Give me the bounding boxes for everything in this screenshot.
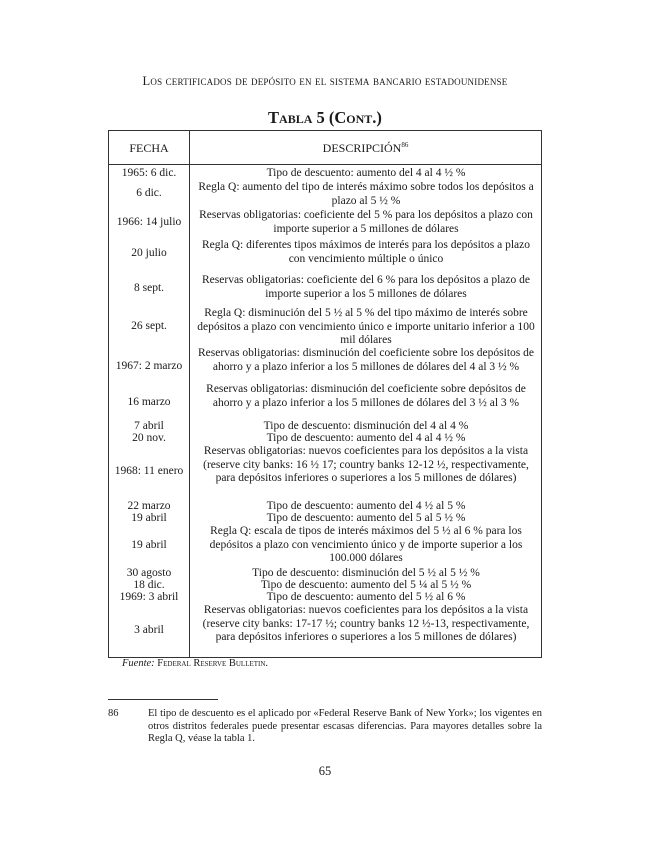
header-descripcion-label: DESCRIPCIÓN: [322, 141, 402, 155]
header-divider: [109, 164, 541, 165]
row-description: Regla Q: disminución del 5 ½ al 5 % del tipo máximo de interés sobre depósitos a plazo con vencimiento único e importe unitario inferior a 100 mil dólares: [197, 307, 535, 346]
row-description: Reservas obligatorias: disminución del coeficiente sobre los depósitos de ahorro y a plazo inferior a los 5 millones de dólares del 4 al 3 ½ %: [198, 347, 534, 373]
row-description: Reservas obligatorias: nuevos coeficientes para los depósitos a la vista (reserve city banks: 16 ½ 17; country banks 12-12 ½, respectivamente, para depósitos inferiores o superiores a los 5 millones de dólares): [203, 445, 529, 484]
row-date: 1968: 11 enero: [114, 465, 184, 477]
row-description: Tipo de descuento: disminución del 4 al 4 %: [263, 420, 469, 432]
row-date: 20 julio: [131, 247, 167, 259]
footnote-text: El tipo de descuento es el aplicado por «Federal Reserve Bank of New York»; los vigentes en otros distritos federales puede presentar escasas diferencias. Para mayores detalles sobre la Regla Q, véase la tabla 1.: [148, 708, 542, 744]
row-description: Tipo de descuento: aumento del 4 al 4 ½ %: [266, 432, 466, 444]
row-description: Regla Q: diferentes tipos máximos de interés para los depósitos a plazo con vencimiento múltiple o único: [202, 239, 530, 265]
row-date: 18 dic.: [133, 579, 165, 591]
row-date: 16 marzo: [127, 396, 171, 408]
row-date: 1969: 3 abril: [119, 591, 179, 603]
row-date: 19 abril: [131, 512, 167, 524]
row-date: 7 abril: [134, 420, 164, 432]
data-table: [108, 130, 542, 658]
row-date: 1966: 14 julio: [116, 216, 182, 228]
table-title: Tabla 5 (Cont.): [268, 108, 382, 127]
source-text: Federal Reserve Bulletin.: [157, 658, 269, 669]
row-description: Tipo de descuento: aumento del 5 ½ al 6 %: [266, 591, 466, 603]
row-description: Reservas obligatorias: coeficiente del 6 % para los depósitos a plazo de importe superior a los 5 millones de dólares: [202, 274, 530, 300]
table-source: [122, 658, 268, 669]
header-descripcion: [190, 141, 541, 156]
row-description: Tipo de descuento: disminución del 5 ½ al 5 ½ %: [252, 567, 480, 579]
header-fecha: FECHA: [129, 141, 169, 155]
row-description: Tipo de descuento: aumento del 5 ¼ al 5 ½ %: [260, 579, 472, 591]
row-description: Reservas obligatorias: coeficiente del 5 % para los depósitos a plazo con importe superior a 5 millones de dólares: [199, 209, 533, 235]
footnote-ref: 86: [401, 141, 409, 149]
row-description: Tipo de descuento: aumento del 5 al 5 ½ %: [266, 512, 466, 524]
row-description: Tipo de descuento: aumento del 4 ½ al 5 %: [266, 500, 466, 512]
row-description: Reservas obligatorias: disminución del coeficiente sobre depósitos de ahorro y a plazo inferior a los 5 millones de dólares del 3 ½ al 3 %: [206, 383, 526, 409]
footnote-number: 86: [108, 708, 119, 719]
row-date: 30 agosto: [126, 567, 172, 579]
row-date: 6 dic.: [136, 187, 162, 199]
source-label: Fuente:: [122, 658, 155, 669]
row-date: 26 sept.: [131, 320, 167, 332]
row-date: 8 sept.: [133, 282, 165, 294]
row-date: 20 nov.: [132, 432, 166, 444]
row-date: 22 marzo: [127, 500, 171, 512]
row-description: Regla Q: aumento del tipo de interés máximo sobre todos los depósitos a plazo al 5 ½ %: [198, 181, 534, 207]
running-head: Los certificados de depósito en el sistema bancario estadounidense: [142, 74, 508, 88]
row-date: 3 abril: [134, 624, 164, 636]
row-description: Tipo de descuento: aumento del 4 al 4 ½ %: [266, 167, 466, 179]
column-divider: [189, 131, 190, 657]
footnote-rule: [108, 699, 218, 700]
row-description: Reservas obligatorias: nuevos coeficientes para los depósitos a la vista (reserve city banks: 17-17 ½; country banks 12 ½-13, respectivamente, para depósitos inferiores o superiores a los 5 millones de dólares): [202, 604, 530, 643]
row-description: Regla Q: escala de tipos de interés máximos del 5 ½ al 6 % para los depósitos a plazo con vencimiento único y de importe superior a los 100.000 dólares: [209, 525, 523, 564]
page-number: 65: [318, 764, 332, 778]
row-date: 1967: 2 marzo: [115, 360, 183, 372]
row-date: 19 abril: [131, 539, 167, 551]
row-date: 1965: 6 dic.: [121, 167, 177, 179]
